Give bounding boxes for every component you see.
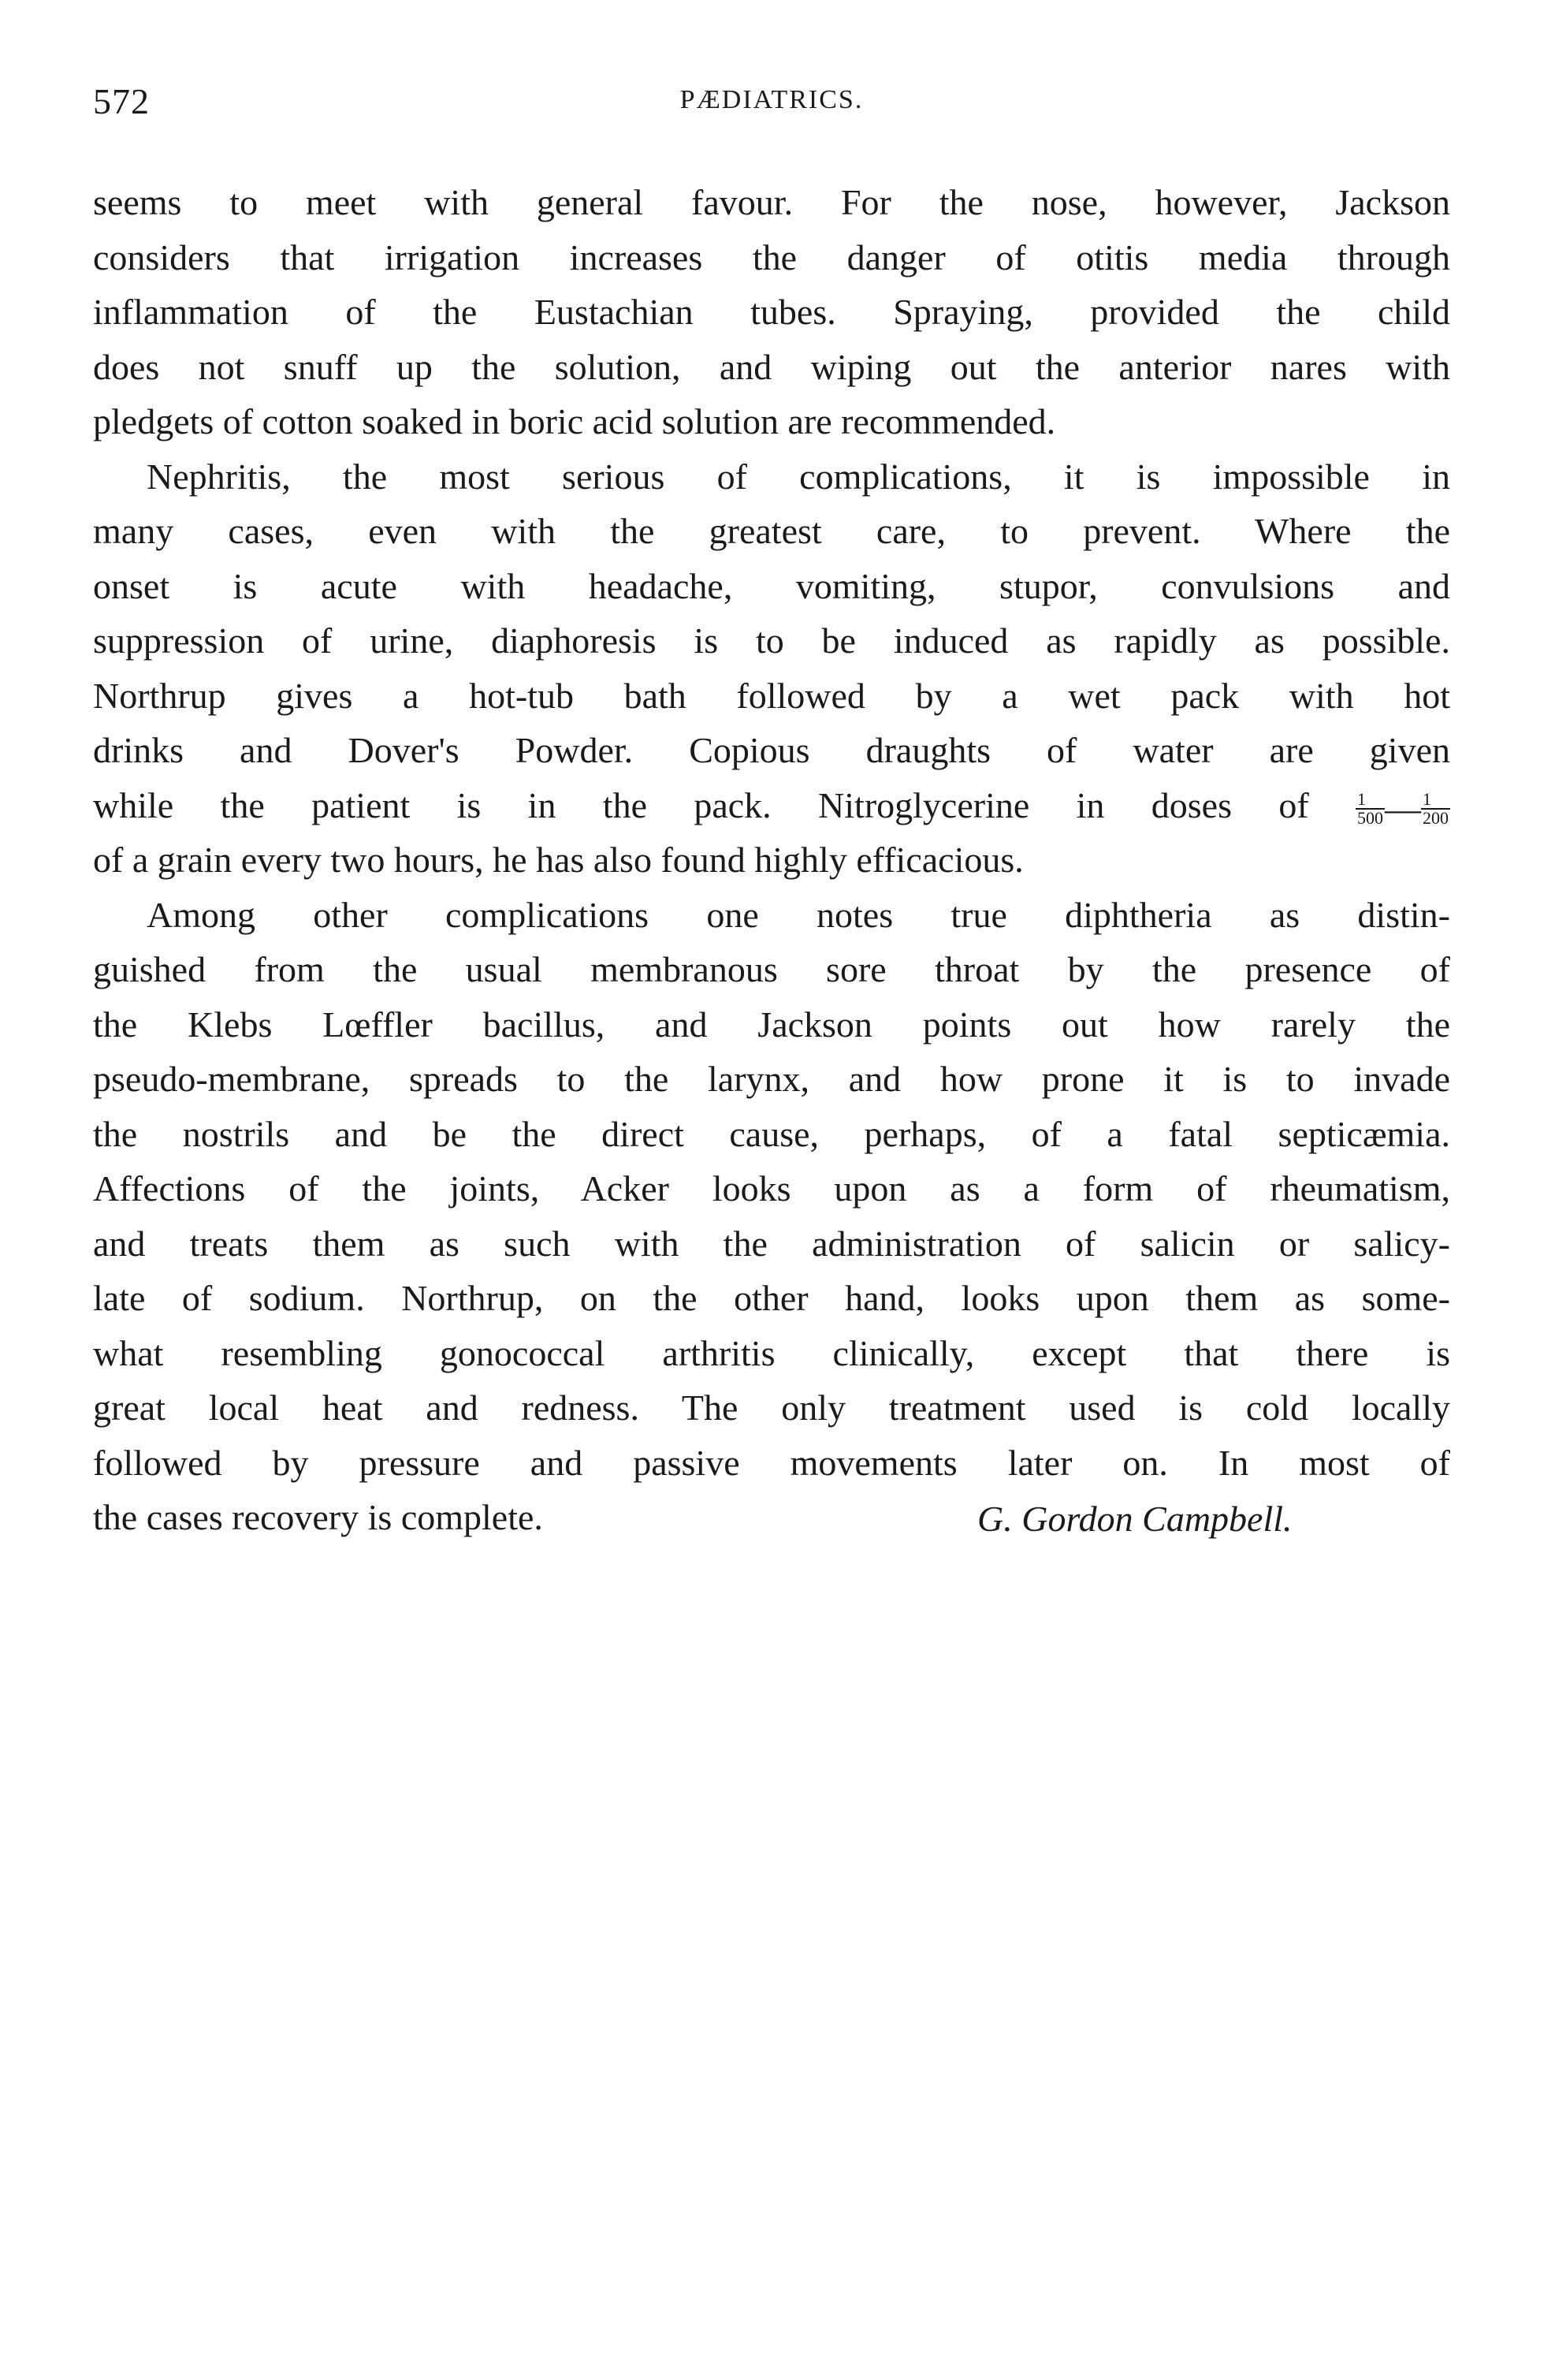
text-line: the cases recovery is complete.: [93, 1497, 543, 1537]
text-line: inflammation of the Eustachian tubes. Spraying, provided the child: [93, 292, 1450, 332]
text-line: onset is acute with headache, vomiting, stupor, convulsions and: [93, 565, 1450, 606]
dose-line: [93, 778, 1450, 833]
text-line: of a grain every two hours, he has also found highly efficacious.: [93, 840, 1024, 880]
author-signature: G. Gordon Campbell.: [977, 1499, 1293, 1539]
body-text: [93, 175, 1450, 1545]
running-head: [93, 80, 1450, 128]
fraction-numerator: 1: [1356, 791, 1385, 810]
text-line: considers that irrigation increases the danger of otitis media through: [93, 237, 1450, 277]
paragraph-start-line: Nephritis, the most serious of complications, it is impossible in: [147, 456, 1450, 497]
text-line: pseudo-membrane, spreads to the larynx, and how prone it is to invade: [93, 1059, 1450, 1099]
text-line: Affections of the joints, Acker looks upon as a form of rheumatism,: [93, 1168, 1450, 1209]
text-line: Northrup gives a hot-tub bath followed by a wet pack with hot: [93, 675, 1450, 716]
page-number: 572: [93, 81, 150, 121]
fraction-one-five-hundredth: [1356, 788, 1385, 828]
fraction-denominator: 200: [1423, 807, 1449, 828]
dose-line-text: while the patient is in the pack. Nitroglycerine in doses of: [93, 784, 1309, 825]
fraction-denominator: 500: [1357, 807, 1384, 828]
fraction-numerator: 1: [1421, 791, 1450, 810]
running-title: PÆDIATRICS.: [679, 85, 864, 114]
range-dash: —: [1385, 788, 1422, 829]
text-line: drinks and Dover's Powder. Copious draughts of water are given: [93, 730, 1450, 770]
text-line: and treats them as such with the administration of salicin or salicy-: [93, 1223, 1450, 1264]
text-line: suppression of urine, diaphoresis is to be induced as rapidly as possible.: [93, 620, 1450, 661]
text-line: does not snuff up the solution, and wiping out the anterior nares with: [93, 346, 1450, 387]
text-line: guished from the usual membranous sore throat by the presence of: [93, 949, 1450, 989]
text-line: what resembling gonococcal arthritis clinically, except that there is: [93, 1332, 1450, 1373]
fraction-one-two-hundredth: [1421, 788, 1450, 828]
text-line: pledgets of cotton soaked in boric acid solution are recommended.: [93, 401, 1056, 441]
text-line: seems to meet with general favour. For the nose, however, Jackson: [93, 182, 1450, 222]
text-line: late of sodium. Northrup, on the other hand, looks upon them as some-: [93, 1278, 1450, 1318]
paragraph-start-line: Among other complications one notes true diphtheria as distin-: [147, 894, 1450, 935]
text-line: great local heat and redness. The only treatment used is cold locally: [93, 1387, 1450, 1428]
text-line: the nostrils and be the direct cause, perhaps, of a fatal septicæmia.: [93, 1113, 1450, 1154]
text-line: the Klebs Lœffler bacillus, and Jackson points out how rarely the: [93, 1004, 1450, 1045]
text-line: many cases, even with the greatest care, to prevent. Where the: [93, 511, 1450, 551]
text-line: followed by pressure and passive movements later on. In most of: [93, 1442, 1450, 1483]
